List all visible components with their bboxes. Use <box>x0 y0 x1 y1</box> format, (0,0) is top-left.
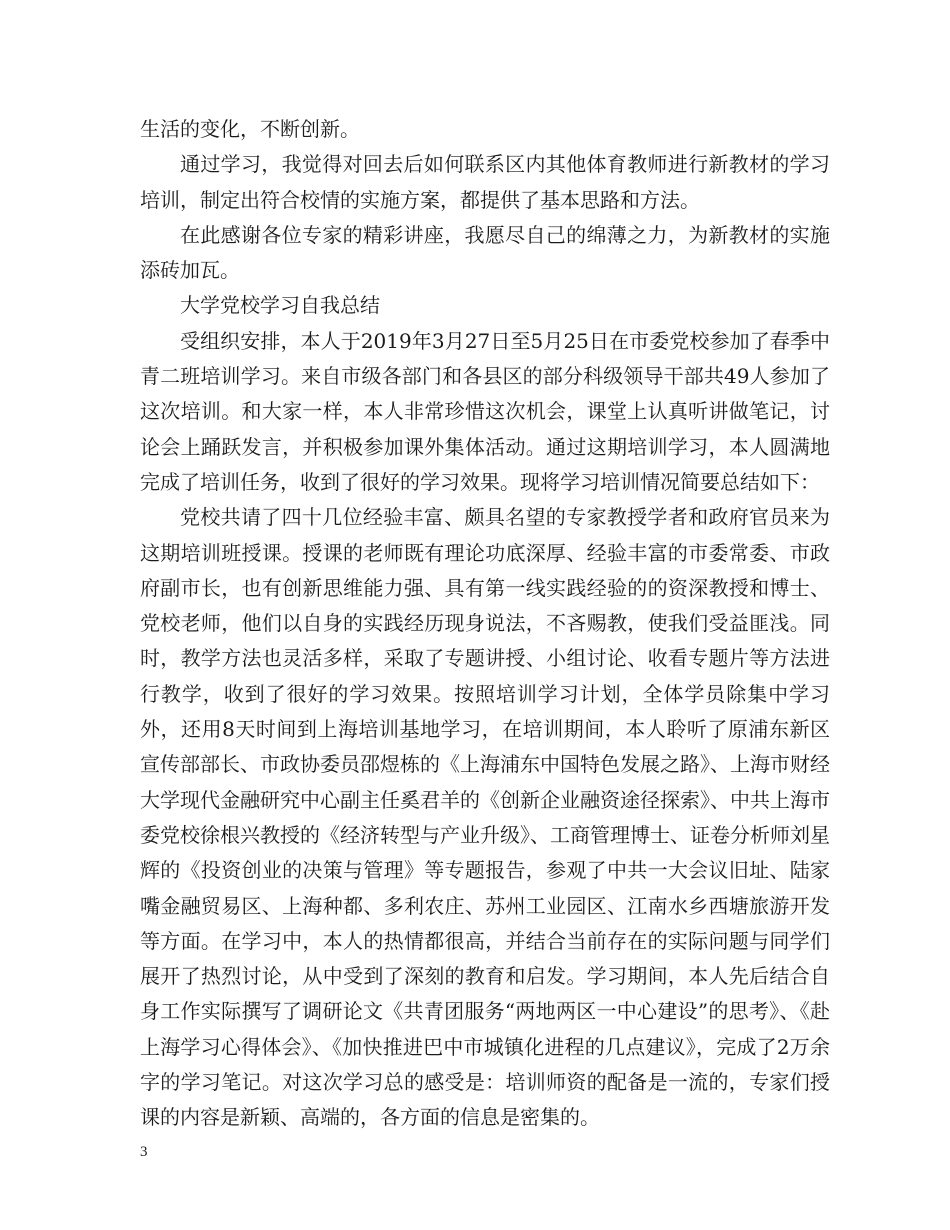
paragraph-3: 在此感谢各位专家的精彩讲座，我愿尽自己的绵薄之力，为新教材的实施添砖加瓦。 <box>140 222 830 283</box>
paragraph-6: 党校共请了四十几位经验丰富、颇具名望的专家教授学者和政府官员来为这期培训班授课。授课的老师既有理论功底深厚、经验丰富的市委常委、市政府副市长，也有创新思维能力强、具有第一线实践经验的的资深教授和博士、党校老师，他们以自身的实践经历现身说法，不吝赐教，使我们受益匪浅。同时，教学方法也灵活多样，采取了专题讲授、小组讨论、收看专题片等方法进行教学，收到了很好的学习效果。按照培训学习计划，全体学员除集中学习外，还用8天时间到上海培训基地学习，在培训期间，本人聆听了原浦东新区宣传部部长、市政协委员邵煜栋的《上海浦东中国特色发展之路》、上海市财经大学现代金融研究中心副主任奚君羊的《创新企业融资途径探索》、中共上海市委党校徐根兴教授的《经济转型与产业升级》、工商管理博士、证卷分析师刘星辉的《投资创业的决策与管理》等专题报告，参观了中共一大会议旧址、陆家嘴金融贸易区、上海种都、多利农庄、苏州工业园区、江南水乡西塘旅游开发等方面。在学习中，本人的热情都很高，并结合当前存在的实际问题与同学们展开了热烈讨论，从中受到了深刻的教育和启发。学习期间，本人先后结合自身工作实际撰写了调研论文《共青团服务“两地两区一中心建设”的思考》、《赴上海学习心得体会》、《加快推进巴中市城镇化进程的几点建议》，完成了2万余字的学习笔记。对这次学习总的感受是：培训师资的配备是一流的，专家们授课的内容是新颖、高端的，各方面的信息是密集的。 <box>140 505 830 1130</box>
document-body <box>140 112 830 1136</box>
page-number: 3 <box>140 1144 148 1160</box>
paragraph-5: 受组织安排，本人于2019年3月27日至5月25日在市委党校参加了春季中青二班培训学习。来自市级各部门和各县区的部分科级领导干部共49人参加了这次培训。和大家一样，本人非常珍惜这次机会，课堂上认真听讲做笔记，讨论会上踊跃发言，并积极参加课外集体活动。通过这期培训学习，本人圆满地完成了培训任务，收到了很好的学习效果。现将学习培训情况简要总结如下： <box>140 328 830 494</box>
paragraph-2: 通过学习，我觉得对回去后如何联系区内其他体育教师进行新教材的学习培训，制定出符合校情的实施方案，都提供了基本思路和方法。 <box>140 152 830 212</box>
paragraph-1: 生活的变化，不断创新。 <box>140 117 360 141</box>
section-title: 大学党校学习自我总结 <box>180 293 380 318</box>
